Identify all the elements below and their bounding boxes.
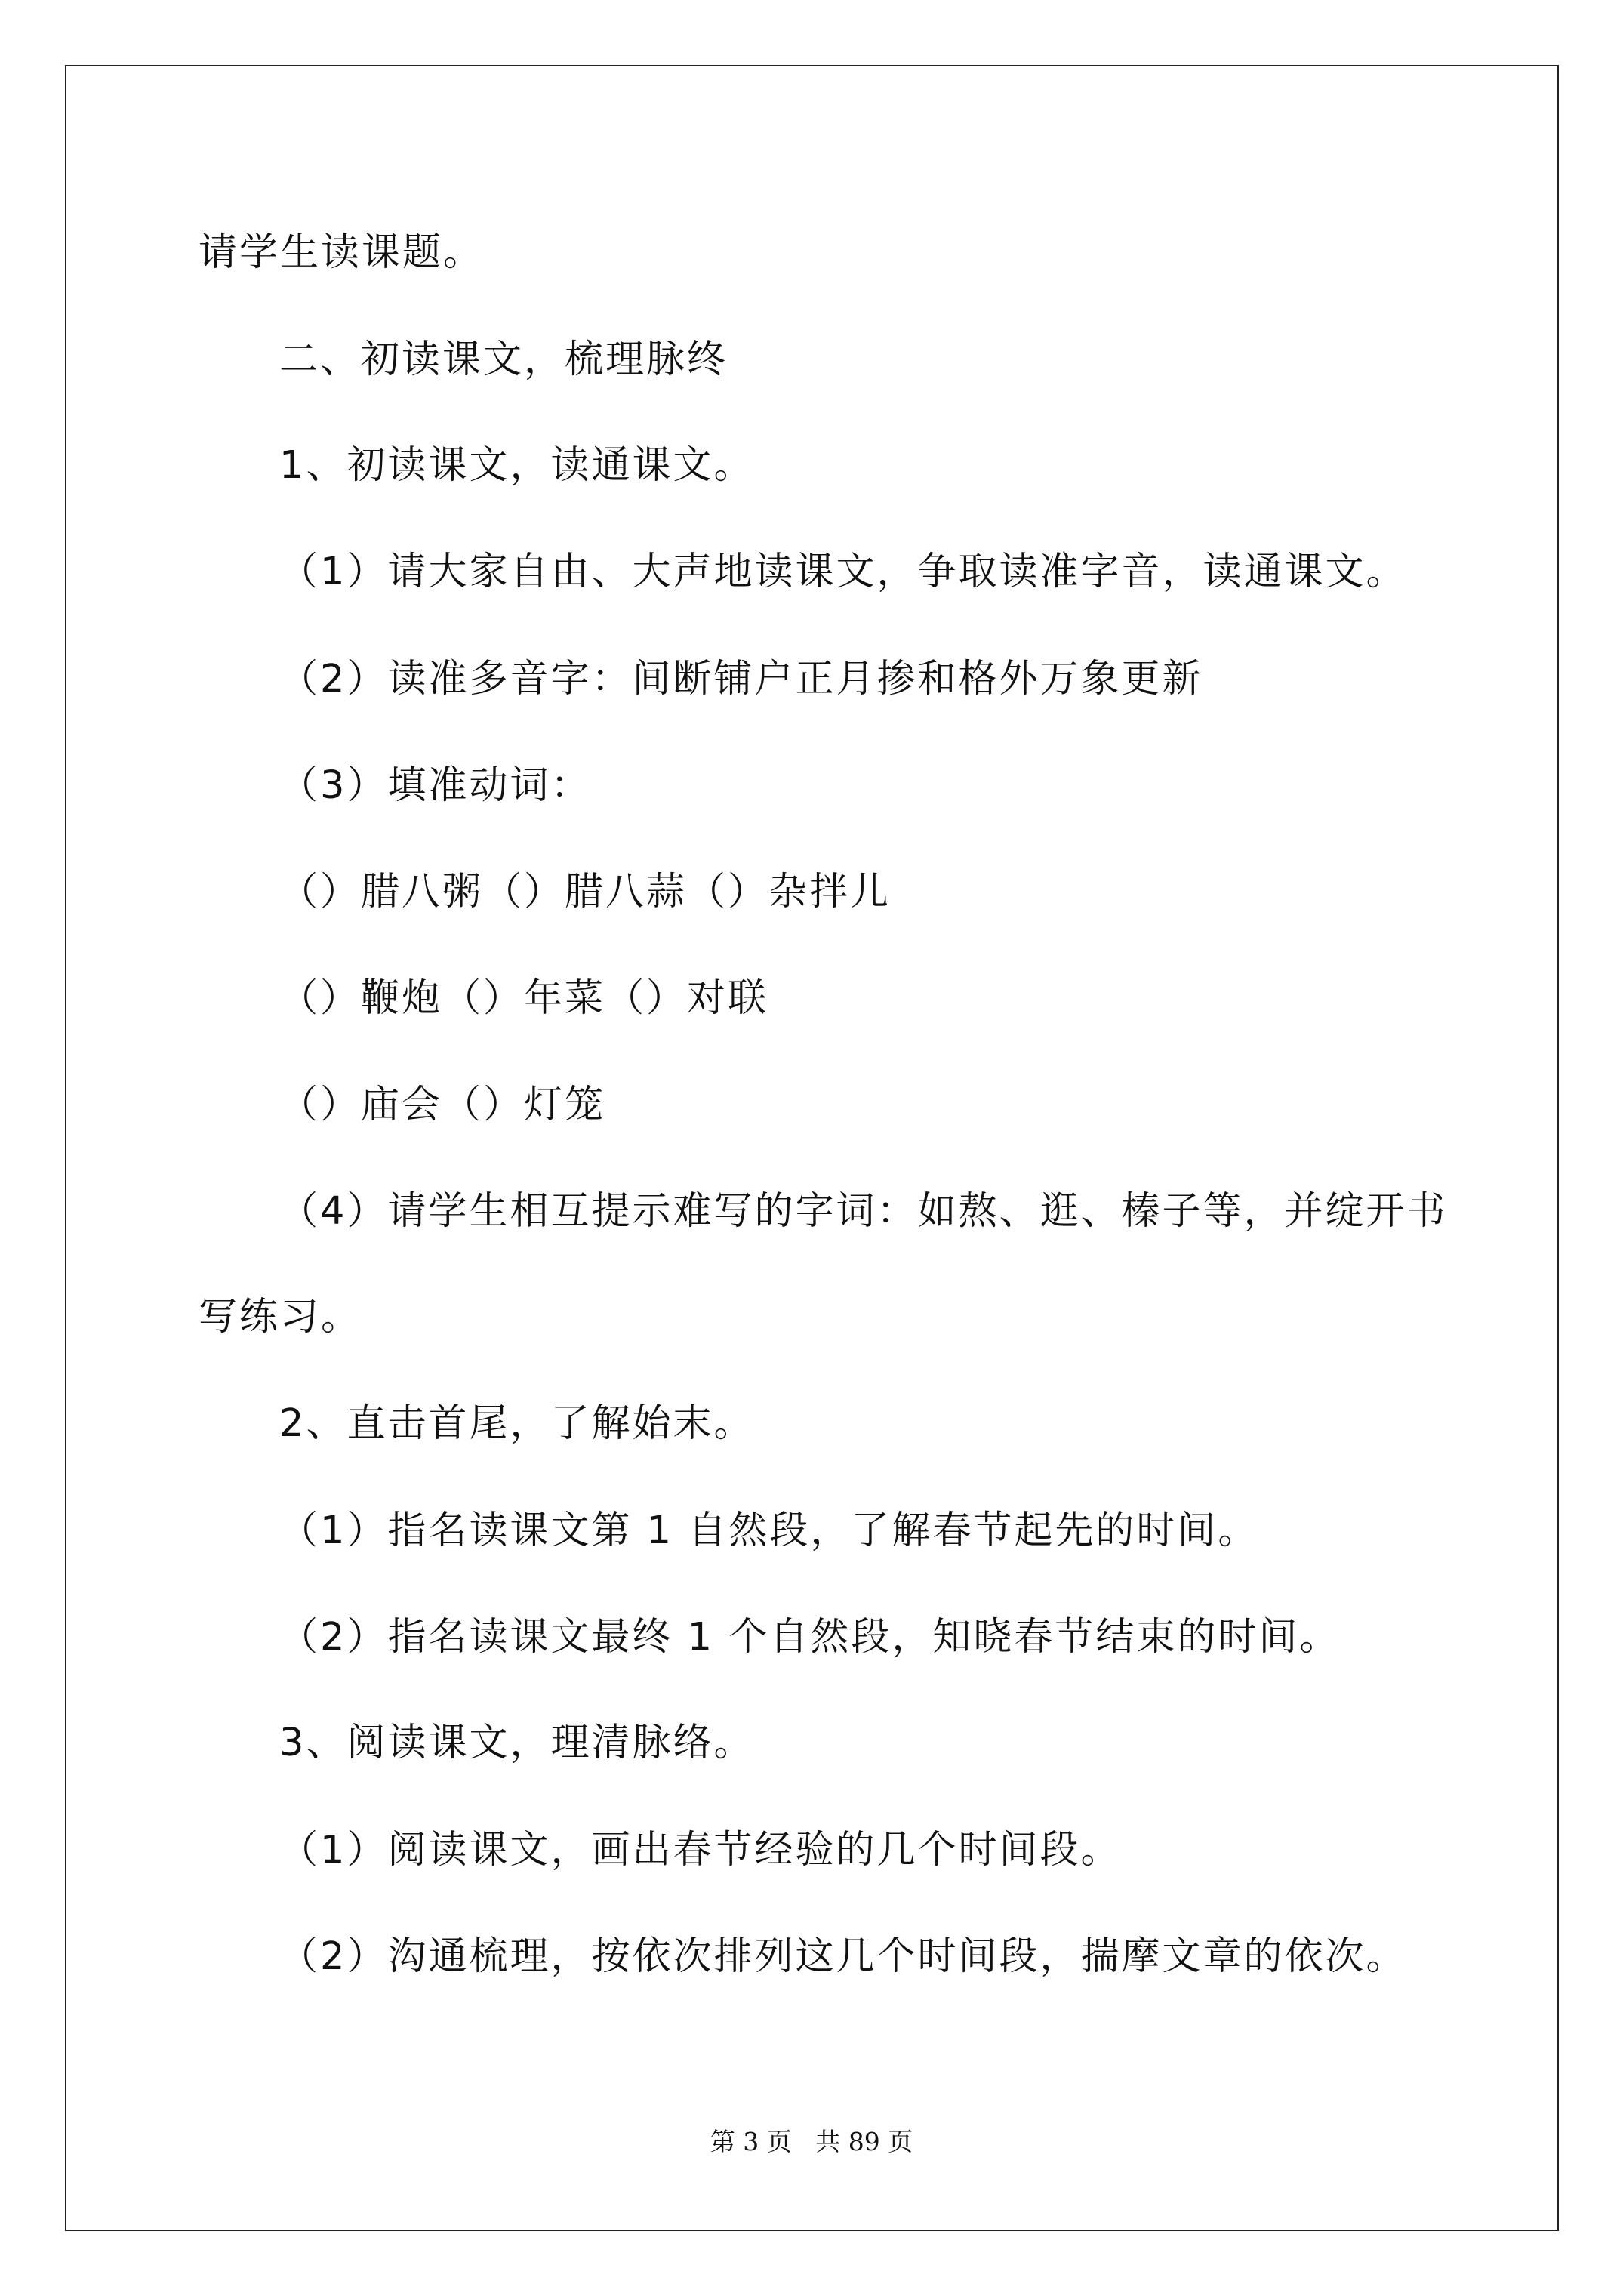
text-line: （）鞭炮（）年菜（）对联 [279, 976, 769, 1021]
text-line: （4）请学生相互提示难写的字词：如熬、逛、榛子等，并绽开书 [279, 1189, 1448, 1234]
text-line: 1、初读课文，读通课文。 [279, 443, 755, 488]
text-line: （3）填准动词： [279, 763, 592, 808]
page-border [65, 65, 1559, 2231]
text-line: （2）读准多音字：间断铺户正月掺和格外万象更新 [279, 657, 1203, 701]
text-line: 请学生读课题。 [199, 230, 485, 275]
page-number: 第 3 页 共 89 页 [710, 2127, 913, 2156]
text-line: （1）指名读课文第 1 自然段，了解春节起先的时间。 [279, 1509, 1259, 1553]
text-line: 3、阅读课文，理清脉络。 [279, 1721, 755, 1765]
text-line: （）庙会（）灯笼 [279, 1083, 606, 1127]
text-line: （）腊八粥（）腊八蒜（）杂拌儿 [279, 870, 892, 914]
text-line: （1）阅读课文，画出春节经验的几个时间段。 [279, 1828, 1122, 1872]
text-line: 写练习。 [199, 1295, 362, 1339]
text-line: （2）沟通梳理，按依次排列这几个时间段，揣摩文章的依次。 [279, 1934, 1407, 1979]
text-line: （1）请大家自由、大声地读课文，争取读准字音，读通课文。 [279, 550, 1407, 594]
text-line: 2、直击首尾，了解始末。 [279, 1401, 755, 1446]
text-line: （2）指名读课文最终 1 个自然段，知晓春节结束的时间。 [279, 1615, 1341, 1660]
section-heading: 二、初读课文，梳理脉终 [279, 337, 728, 382]
